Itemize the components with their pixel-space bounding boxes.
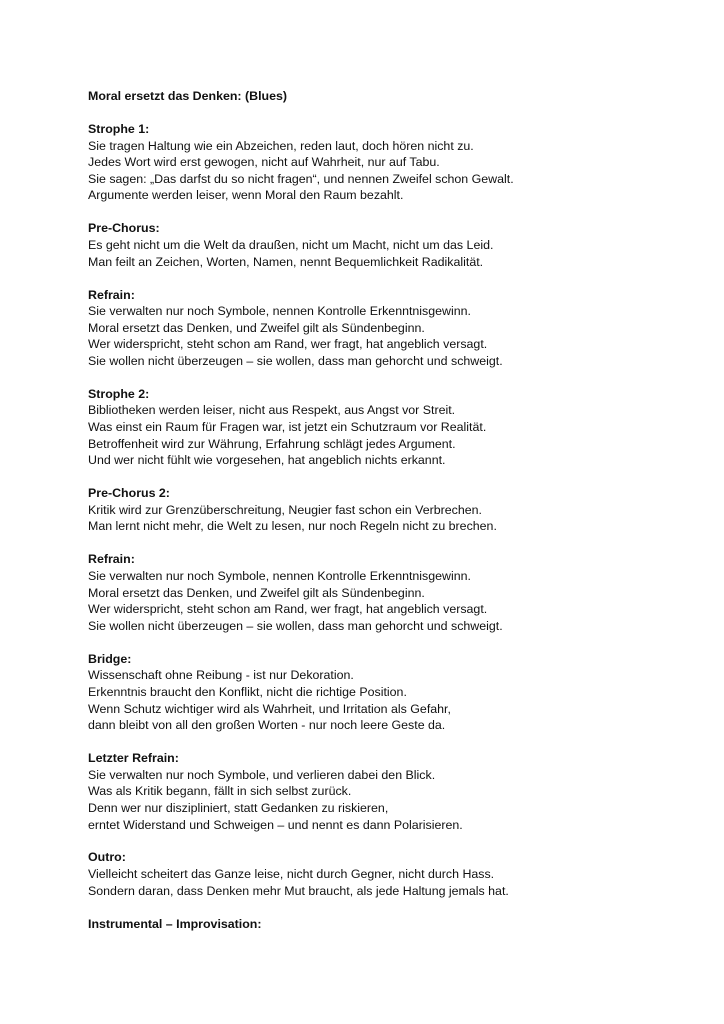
lyric-line: Bibliotheken werden leiser, nicht aus Respekt, aus Angst vor Streit. bbox=[88, 403, 456, 418]
lyric-line: Und wer nicht fühlt wie vorgesehen, hat angeblich nichts erkannt. bbox=[88, 453, 446, 468]
document-title: Moral ersetzt das Denken: (Blues) bbox=[88, 89, 287, 103]
lyric-line: Vielleicht scheitert das Ganze leise, nicht durch Gegner, nicht durch Hass. bbox=[88, 867, 495, 882]
lyric-line: Es geht nicht um die Welt da draußen, nicht um Macht, nicht um das Leid. bbox=[88, 237, 494, 252]
song-section bbox=[88, 220, 688, 270]
song-section bbox=[88, 750, 688, 833]
section-heading: Refrain: bbox=[88, 552, 135, 567]
lyric-line: Sie wollen nicht überzeugen – sie wollen, dass man gehorcht und schweigt. bbox=[88, 618, 503, 633]
section-heading: Letzter Refrain: bbox=[88, 751, 179, 766]
lyric-line: Wer widerspricht, steht schon am Rand, wer fragt, hat angeblich versagt. bbox=[88, 337, 488, 352]
lyric-line: Was als Kritik begann, fällt in sich selbst zurück. bbox=[88, 784, 352, 799]
sections-container bbox=[88, 121, 688, 932]
lyric-line: Man lernt nicht mehr, die Welt zu lesen, nur noch Regeln nicht zu brechen. bbox=[88, 519, 497, 534]
song-section bbox=[88, 916, 688, 933]
section-heading: Pre-Chorus 2: bbox=[88, 486, 170, 501]
section-heading: Pre-Chorus: bbox=[88, 221, 160, 236]
song-section bbox=[88, 651, 688, 734]
lyric-line: Kritik wird zur Grenzüberschreitung, Neugier fast schon ein Verbrechen. bbox=[88, 502, 482, 517]
lyric-line: Sie sagen: „Das darfst du so nicht fragen“, und nennen Zweifel schon Gewalt. bbox=[88, 171, 514, 186]
lyric-line: Erkenntnis braucht den Konflikt, nicht die richtige Position. bbox=[88, 684, 407, 699]
document-page bbox=[88, 88, 688, 932]
song-section bbox=[88, 849, 688, 899]
lyric-line: Moral ersetzt das Denken, und Zweifel gilt als Sündenbeginn. bbox=[88, 320, 425, 335]
lyric-line: Wenn Schutz wichtiger wird als Wahrheit, und Irritation als Gefahr, bbox=[88, 701, 451, 716]
song-section bbox=[88, 551, 688, 634]
lyric-line: Moral ersetzt das Denken, und Zweifel gilt als Sündenbeginn. bbox=[88, 585, 425, 600]
lyric-line: Wer widerspricht, steht schon am Rand, wer fragt, hat angeblich versagt. bbox=[88, 602, 488, 617]
lyric-line: Man feilt an Zeichen, Worten, Namen, nennt Bequemlichkeit Radikalität. bbox=[88, 254, 484, 269]
section-heading: Strophe 1: bbox=[88, 121, 150, 136]
lyric-line: Sie tragen Haltung wie ein Abzeichen, reden laut, doch hören nicht zu. bbox=[88, 138, 474, 153]
lyric-line: Jedes Wort wird erst gewogen, nicht auf Wahrheit, nur auf Tabu. bbox=[88, 155, 440, 170]
song-section bbox=[88, 386, 688, 469]
lyric-line: Sie verwalten nur noch Symbole, nennen Kontrolle Erkenntnisgewinn. bbox=[88, 304, 471, 319]
section-heading: Outro: bbox=[88, 850, 126, 865]
lyric-line: Wissenschaft ohne Reibung - ist nur Dekoration. bbox=[88, 668, 354, 683]
lyric-line: Sondern daran, dass Denken mehr Mut braucht, als jede Haltung jemals hat. bbox=[88, 883, 509, 898]
lyric-line: dann bleibt von all den großen Worten - nur noch leere Geste da. bbox=[88, 718, 446, 733]
song-section bbox=[88, 287, 688, 370]
lyric-line: Sie verwalten nur noch Symbole, und verlieren dabei den Blick. bbox=[88, 767, 436, 782]
song-section bbox=[88, 485, 688, 535]
song-section bbox=[88, 121, 688, 204]
section-heading: Instrumental – Improvisation: bbox=[88, 916, 262, 931]
lyric-line: Sie wollen nicht überzeugen – sie wollen, dass man gehorcht und schweigt. bbox=[88, 353, 503, 368]
lyric-line: Sie verwalten nur noch Symbole, nennen Kontrolle Erkenntnisgewinn. bbox=[88, 569, 471, 583]
lyric-line: Denn wer nur diszipliniert, statt Gedanken zu riskieren, bbox=[88, 800, 389, 815]
section-heading: Strophe 2: bbox=[88, 386, 150, 401]
lyric-line: erntet Widerstand und Schweigen – und nennt es dann Polarisieren. bbox=[88, 817, 463, 832]
lyric-line: Argumente werden leiser, wenn Moral den Raum bezahlt. bbox=[88, 188, 404, 203]
lyric-line: Was einst ein Raum für Fragen war, ist jetzt ein Schutzraum vor Realität. bbox=[88, 420, 487, 435]
section-heading: Bridge: bbox=[88, 651, 132, 666]
lyric-line: Betroffenheit wird zur Währung, Erfahrung schlägt jedes Argument. bbox=[88, 436, 456, 451]
section-heading: Refrain: bbox=[88, 287, 135, 302]
